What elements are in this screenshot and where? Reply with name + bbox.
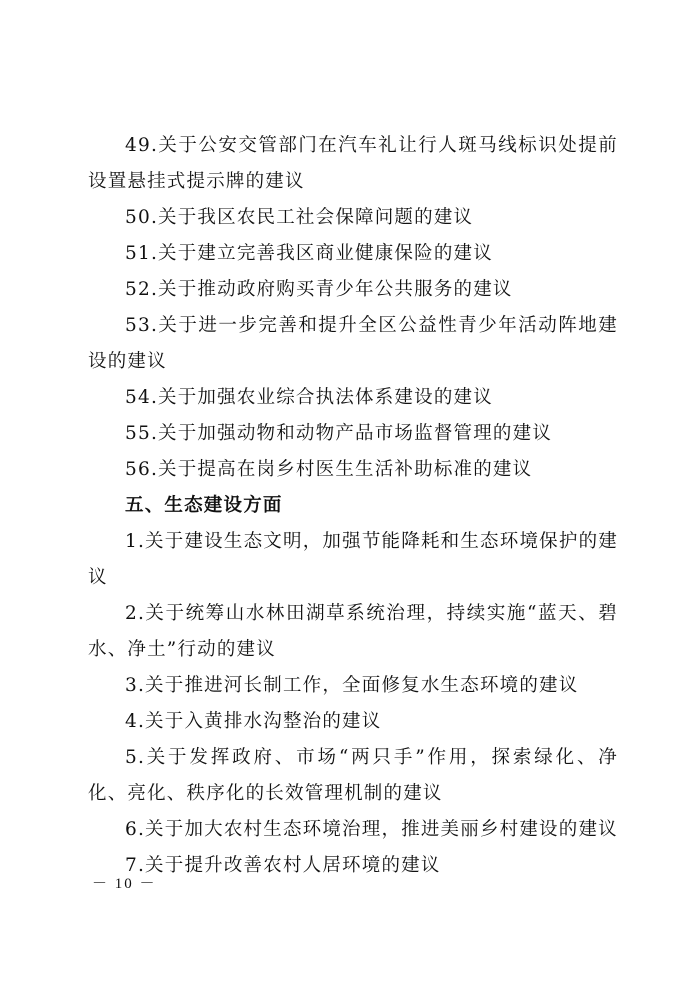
list-item: 50.关于我区农民工社会保障问题的建议: [125, 207, 474, 228]
list-item: 51.关于建立完善我区商业健康保险的建议: [125, 243, 493, 264]
list-item: 52.关于推动政府购买青少年公共服务的建议: [125, 279, 513, 300]
page-number: － 10 －: [92, 876, 157, 892]
list-item: 5.关于发挥政府、市场“两只手”作用，探索绿化、净化、亮化、秩序化的长效管理机制的建议: [88, 747, 618, 804]
list-item: 55.关于加强动物和动物产品市场监督管理的建议: [125, 423, 553, 444]
section-heading: 五、生态建设方面: [125, 495, 283, 516]
list-item: 6.关于加大农村生态环境治理，推进美丽乡村建设的建议: [125, 819, 618, 840]
document-body: [88, 128, 618, 884]
list-item: 1.关于建设生态文明，加强节能降耗和生态环境保护的建议: [88, 531, 618, 588]
list-item: 53.关于进一步完善和提升全区公益性青少年活动阵地建设的建议: [88, 315, 618, 372]
list-item: 54.关于加强农业综合执法体系建设的建议: [125, 387, 493, 408]
list-item: 7.关于提升改善农村人居环境的建议: [125, 855, 441, 876]
list-item: 2.关于统筹山水林田湖草系统治理，持续实施“蓝天、碧水、净土”行动的建议: [88, 603, 618, 660]
list-item: 3.关于推进河长制工作，全面修复水生态环境的建议: [125, 675, 579, 696]
list-item: 49.关于公安交管部门在汽车礼让行人斑马线标识处提前设置悬挂式提示牌的建议: [88, 135, 618, 192]
list-item: 56.关于提高在岗乡村医生生活补助标准的建议: [125, 459, 533, 480]
list-item: 4.关于入黄排水沟整治的建议: [125, 711, 382, 732]
